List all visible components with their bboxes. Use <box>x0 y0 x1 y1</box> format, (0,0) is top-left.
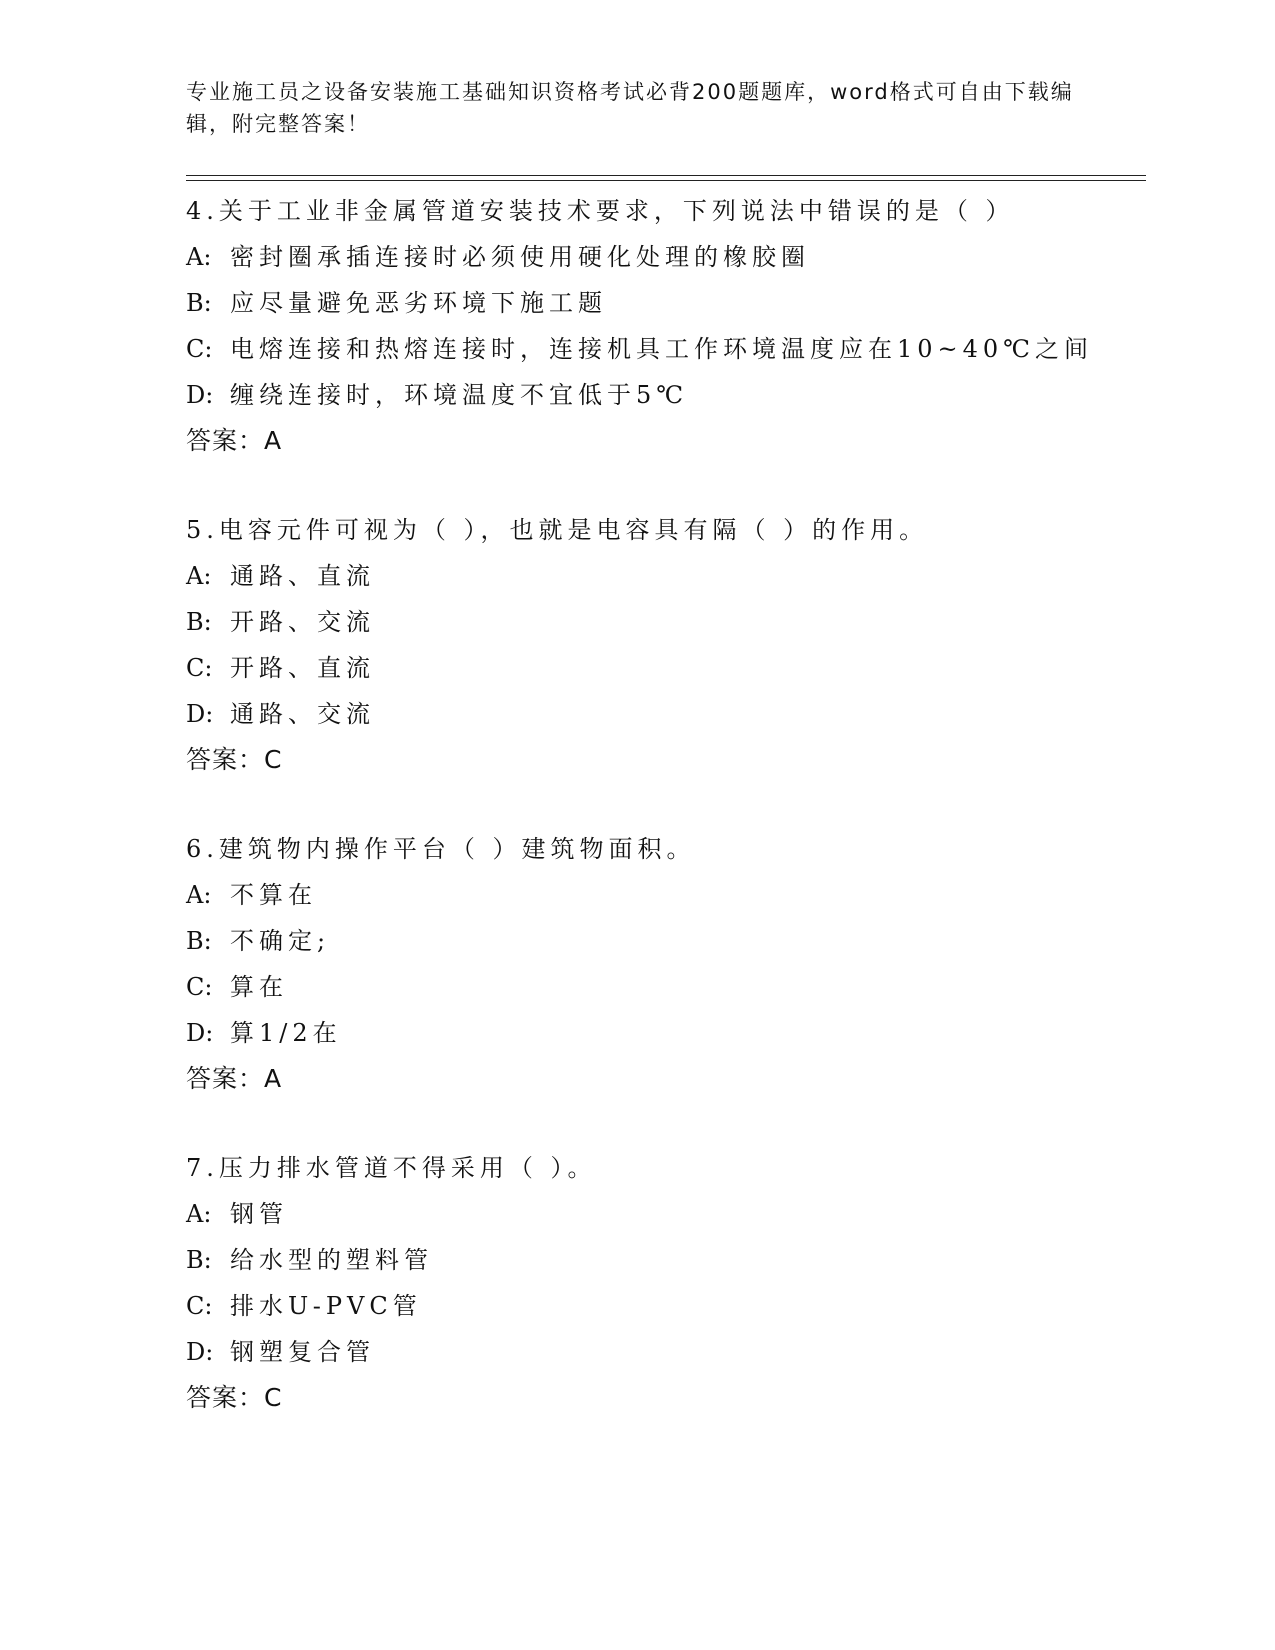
option-text: 给水型的塑料管 <box>230 1246 433 1274</box>
option-text: 开路、交流 <box>230 608 375 636</box>
header-rule-top <box>186 175 1146 176</box>
option-a <box>186 1191 1186 1237</box>
option-text: 开路、直流 <box>230 654 375 682</box>
option-letter: D: <box>186 1019 214 1047</box>
option-a <box>186 872 1186 918</box>
option-a <box>186 234 1186 280</box>
option-text: 不算在 <box>230 881 317 909</box>
option-text: 密封圈承插连接时必须使用硬化处理的橡胶圈 <box>230 243 810 271</box>
option-d <box>186 372 1186 418</box>
option-text: 算1/2在 <box>230 1019 342 1047</box>
question-text: 5.电容元件可视为（ ），也就是电容具有隔（ ）的作用。 <box>186 516 929 544</box>
question-block <box>186 507 1186 783</box>
question-text: 7.压力排水管道不得采用（ ）。 <box>186 1154 597 1182</box>
option-a <box>186 553 1186 599</box>
option-letter: C: <box>186 973 213 1001</box>
option-text: 不确定; <box>230 927 331 955</box>
option-d <box>186 1010 1186 1056</box>
option-d <box>186 1329 1186 1375</box>
option-letter: A: <box>186 243 212 271</box>
option-text: 钢管 <box>230 1200 288 1228</box>
option-text: 通路、直流 <box>230 562 375 590</box>
option-text: 排水U-PVC管 <box>230 1292 422 1320</box>
option-b <box>186 599 1186 645</box>
header-rule-bottom <box>186 180 1146 181</box>
question-block <box>186 1145 1186 1421</box>
option-b <box>186 1237 1186 1283</box>
document-header: 专业施工员之设备安装施工基础知识资格考试必背200题题库，word格式可自由下载编辑，附完整答案！ <box>186 80 1074 136</box>
option-text: 应尽量避免恶劣环境下施工题 <box>230 289 607 317</box>
option-text: 算在 <box>230 973 288 1001</box>
answer-line: 答案：C <box>186 745 283 774</box>
option-text: 通路、交流 <box>230 700 375 728</box>
option-text: 缠绕连接时，环境温度不宜低于5℃ <box>230 381 689 409</box>
answer-line: 答案：C <box>186 1383 283 1412</box>
option-b <box>186 918 1186 964</box>
option-letter: D: <box>186 381 214 409</box>
option-text: 电熔连接和热熔连接时，连接机具工作环境温度应在10~40℃之间 <box>230 335 1094 363</box>
option-c <box>186 326 1186 372</box>
option-letter: A: <box>186 562 212 590</box>
option-letter: A: <box>186 1200 212 1228</box>
option-c <box>186 1283 1186 1329</box>
question-text: 4.关于工业非金属管道安装技术要求，下列说法中错误的是（ ） <box>186 197 1015 225</box>
option-letter: B: <box>186 289 212 317</box>
question-block <box>186 826 1186 1102</box>
option-d <box>186 691 1186 737</box>
answer-line: 答案：A <box>186 426 283 455</box>
option-c <box>186 964 1186 1010</box>
option-letter: B: <box>186 608 212 636</box>
option-letter: A: <box>186 881 212 909</box>
answer-line: 答案：A <box>186 1064 283 1093</box>
option-letter: D: <box>186 1338 214 1366</box>
option-letter: D: <box>186 700 214 728</box>
option-letter: C: <box>186 654 213 682</box>
question-text: 6.建筑物内操作平台（ ）建筑物面积。 <box>186 835 696 863</box>
option-letter: B: <box>186 927 212 955</box>
option-letter: C: <box>186 1292 213 1320</box>
option-letter: B: <box>186 1246 212 1274</box>
question-block <box>186 188 1186 464</box>
option-text: 钢塑复合管 <box>230 1338 375 1366</box>
option-letter: C: <box>186 335 213 363</box>
option-b <box>186 280 1186 326</box>
option-c <box>186 645 1186 691</box>
